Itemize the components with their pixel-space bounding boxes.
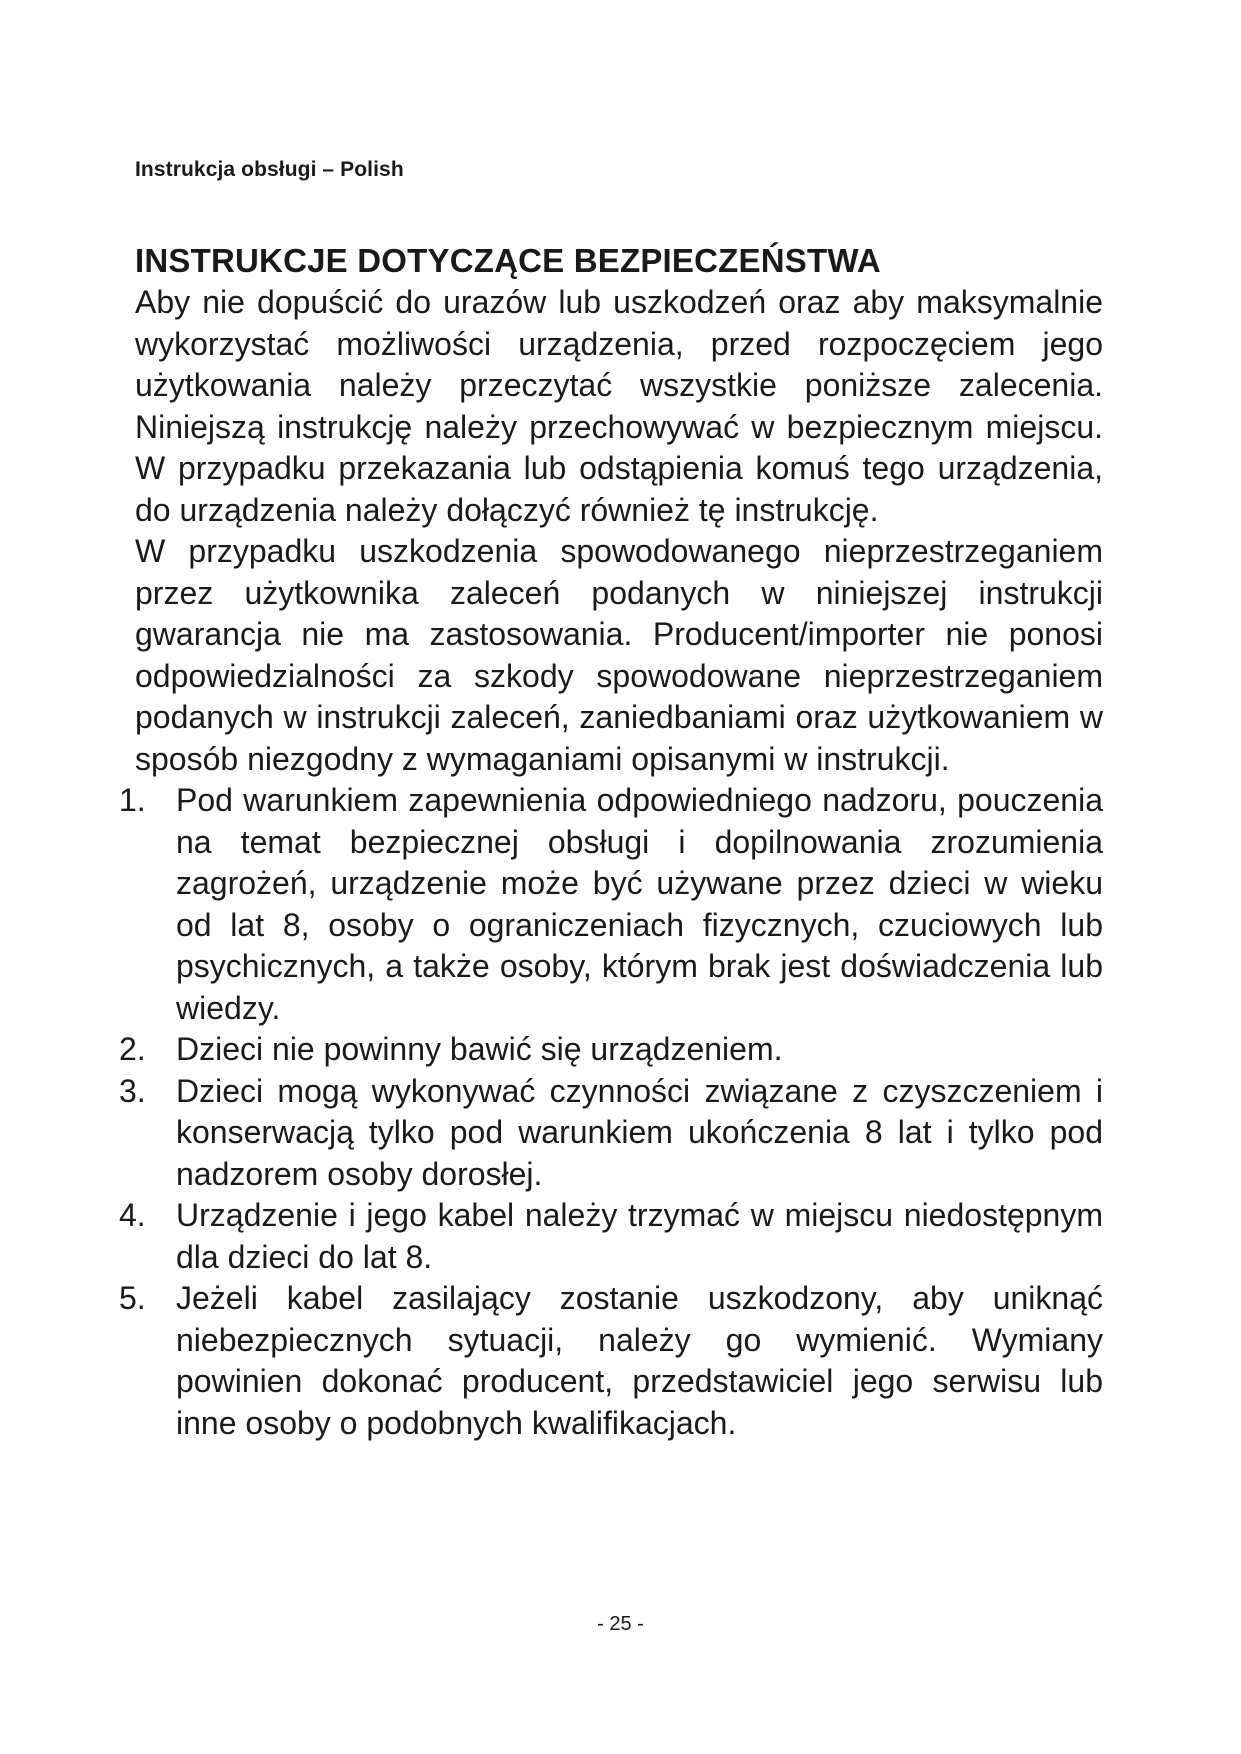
list-item-text: Urządzenie i jego kabel należy trzymać w miejscu niedostępnym dla dzieci do lat 8. (176, 1197, 1103, 1275)
list-item (119, 1195, 1103, 1278)
safety-list (119, 780, 1103, 1444)
list-item-number: 5. (119, 1280, 146, 1316)
list-item (119, 780, 1103, 1029)
list-item-number: 2. (119, 1031, 146, 1067)
intro-paragraph: Aby nie dopuścić do urazów lub uszkodzeń oraz aby maksymalnie wykorzystać możliwości urządzenia, przed rozpoczęciem jego użytkowania należy przeczytać wszystkie poniższe zalecenia. Niniejszą instrukcję należy przechowywać w bezpiecznym miejscu. W przypadku przekazania lub odstąpienia komuś tego urządzenia, do urządzenia należy dołączyć również tę instrukcję. (135, 284, 1103, 528)
page-content (119, 240, 1103, 1444)
list-item (119, 1029, 1103, 1071)
list-item-text: Jeżeli kabel zasilający zostanie uszkodzony, aby uniknąć niebezpiecznych sytuacji, należy go wymienić. Wymiany powinien dokonać producent, przedstawiciel jego serwisu lub inne osoby o podobnych kwalifikacjach. (176, 1280, 1103, 1441)
running-header: Instrukcja obsługi – Polish (135, 158, 404, 181)
list-item-number: 3. (119, 1072, 146, 1109)
list-item-text: Pod warunkiem zapewnienia odpowiedniego nadzoru, pouczenia na temat bezpiecznej obsługi i dopilnowania zrozumienia zagrożeń, urządzenie może być używane przez dzieci w wieku od lat 8, osoby o ograniczeniach fizycznych, czuciowych lub psychicznych, a także osoby, którym brak jest doświadczenia lub wiedzy. (176, 782, 1103, 1026)
list-item-text: Dzieci nie powinny bawić się urządzeniem. (176, 1031, 783, 1067)
list-item (119, 1278, 1103, 1444)
list-item-text: Dzieci mogą wykonywać czynności związane z czyszczeniem i konserwacją tylko pod warunkiem ukończenia 8 lat i tylko pod nadzorem osoby dorosłej. (176, 1072, 1103, 1192)
warranty-paragraph: W przypadku uszkodzenia spowodowanego nieprzestrzeganiem przez użytkownika zaleceń podanych w niniejszej instrukcji gwarancja nie ma zastosowania. Producent/importer nie ponosi odpowiedzialności za szkody spowodowane nieprzestrzeganiem podanych w instrukcji zaleceń, zaniedbaniami oraz użytkowaniem w sposób niezgodny z wymaganiami opisanymi w instrukcji. (135, 533, 1103, 777)
page-number: - 25 - (597, 1613, 644, 1635)
section-title: INSTRUKCJE DOTYCZĄCE BEZPIECZEŃSTWA (135, 242, 881, 279)
list-item (119, 1071, 1103, 1196)
list-item-number: 4. (119, 1197, 146, 1233)
list-item-number: 1. (119, 782, 146, 818)
